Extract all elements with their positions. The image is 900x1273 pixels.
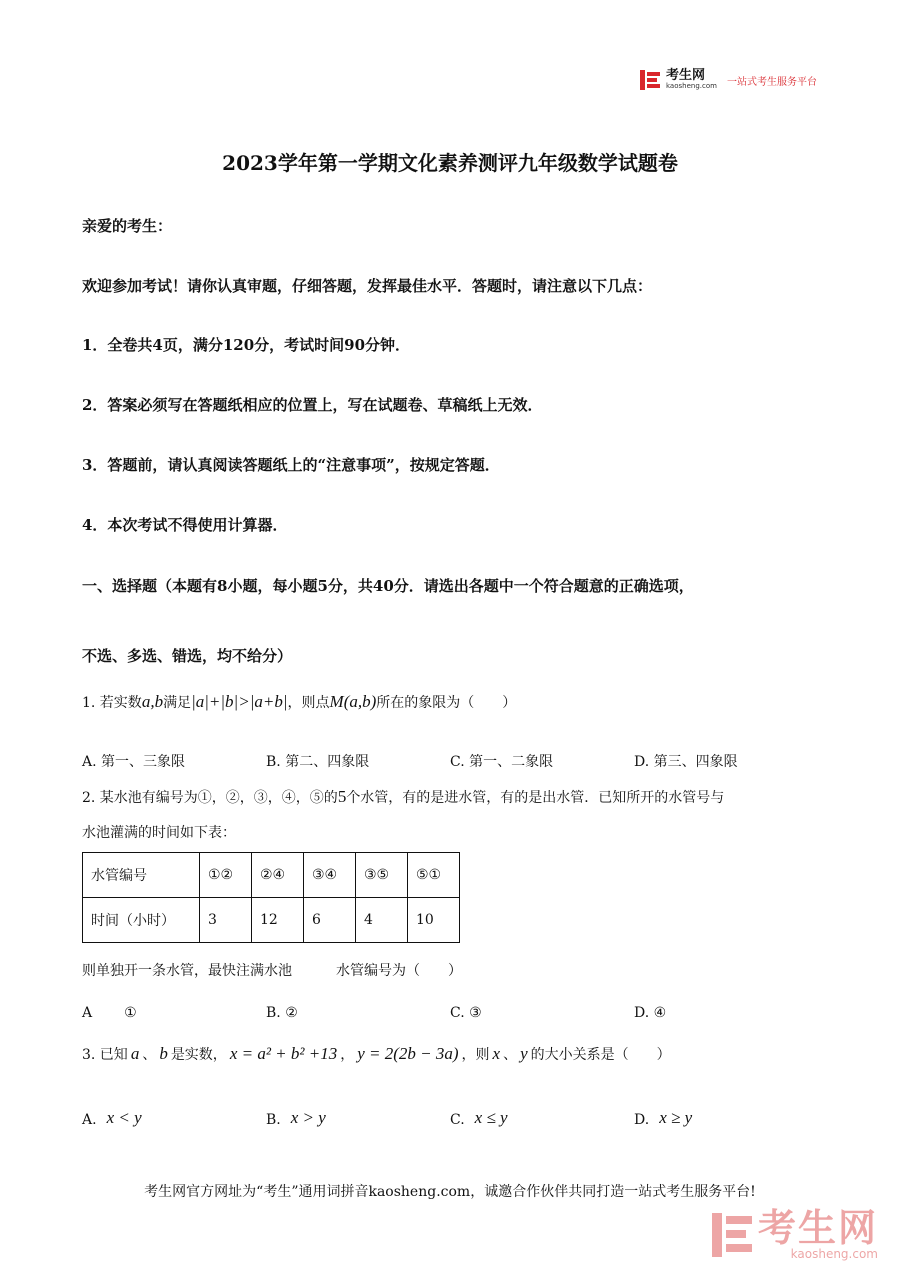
pipe-cell: ⑤① [408,853,460,898]
row-label-pipes: 水管编号 [83,853,200,898]
q1-tail: 所在的象限为（ ） [376,695,517,711]
table-row-hours [83,898,460,943]
q3-a: a [130,1044,140,1063]
pipe-cell: ①② [200,853,252,898]
brand-logo [640,70,817,90]
q1-vars: a,b [141,692,164,711]
note-1: 1．全卷共4页，满分120分，考试时间90分钟． [82,336,411,354]
note-3: 3．答题前，请认真阅读答题纸上的“注意事项”，按规定答题． [82,456,500,474]
q1-condition: |a|+|b|>|a+b| [191,692,288,711]
q1-then: ，则点 [287,695,330,711]
q2-option-c[interactable]: C. ③ [450,1005,482,1021]
pipe-cell: ②④ [252,853,304,898]
q3-option-d[interactable]: D. x ≥ y [634,1108,693,1128]
q3-option-a[interactable]: A. x < y [82,1108,142,1128]
q2-option-d[interactable]: D. ④ [634,1005,667,1021]
hours-cell: 4 [356,898,408,943]
question-3: 3. 已知 a 、 b 是实数， x = a² + b² +13 ， y = 2(2b − 3a) ，则 x 、 y 的大小关系是（ ） [82,1044,671,1063]
q3-x-expr: x = a² + b² +13 [229,1044,338,1063]
pipe-cell: ③④ [304,853,356,898]
q3-x: x [492,1044,501,1063]
q1-option-b[interactable]: B. 第二、四象限 [266,754,370,770]
note-4: 4．本次考试不得使用计算器． [82,516,288,534]
hours-cell: 12 [252,898,304,943]
q1-option-d[interactable]: D. 第三、四象限 [634,754,738,770]
section-heading-line1: 一、选择题（本题有8小题，每小题5分，共40分．请选出各题中一个符合题意的正确选项， [82,577,694,595]
q1-point: M(a,b) [329,692,377,711]
watermark-logo-icon [712,1213,752,1257]
pipe-cell: ③⑤ [356,853,408,898]
logo-slogan: 一站式考生服务平台 [726,76,817,88]
q3-option-c[interactable]: C. x ≤ y [450,1108,508,1128]
q2-count: 5 [337,787,347,806]
row-label-hours: 时间（小时） [83,898,200,943]
q2-ask: 则单独开一条水管，最快注满水池 水管编号为（ ） [82,963,462,979]
q1-option-c[interactable]: C. 第一、二象限 [450,754,554,770]
q1-option-a[interactable]: A. 第一、三象限 [82,754,186,770]
logo-domain: kaosheng.com [666,82,717,90]
question-2-line1: 2. 某水池有编号为①，②，③，④，⑤的5个水管，有的是进水管，有的是出水管．已知所开的水管号与 [82,787,725,806]
hours-cell: 6 [304,898,356,943]
q2-option-b[interactable]: B. ② [266,1005,298,1021]
note-2: 2．答案必须写在答题纸相应的位置上，写在试题卷、草稿纸上无效． [82,396,543,414]
kaosheng-logo-icon [640,70,660,90]
watermark [712,1206,878,1261]
table-row-pipes [83,853,460,898]
question-1 [82,692,516,712]
page-title: 2023学年第一学期文化素养测评九年级数学试题卷 [222,151,678,175]
pipe-table [82,852,460,943]
watermark-domain: kaosheng.com [790,1247,878,1261]
welcome-text: 欢迎参加考试！请你认真审题，仔细答题，发挥最佳水平．答题时，请注意以下几点： [82,277,653,295]
section-heading-line2: 不选、多选、错选，均不给分） [82,647,293,665]
logo-name: 考生网 [666,68,706,83]
greeting: 亲爱的考生： [82,217,173,235]
question-2-line2: 水池灌满的时间如下表： [82,825,236,841]
q2-option-a[interactable]: A ① [82,1005,137,1021]
q3-b: b [159,1044,168,1063]
hours-cell: 10 [408,898,460,943]
watermark-name: 考生网 [757,1206,878,1250]
q3-option-b[interactable]: B. x > y [266,1108,326,1128]
footer-text: 考生网官方网址为“考生”通用词拼音kaosheng.com，诚邀合作伙伴共同打造一站式考生服务平台! [144,1184,756,1200]
hours-cell: 3 [200,898,252,943]
q1-mid: 满足 [163,695,192,711]
q1-number: 1. 若实数 [82,695,142,711]
q3-y-expr: y = 2(2b − 3a) [357,1044,459,1063]
q3-y: y [520,1044,528,1063]
